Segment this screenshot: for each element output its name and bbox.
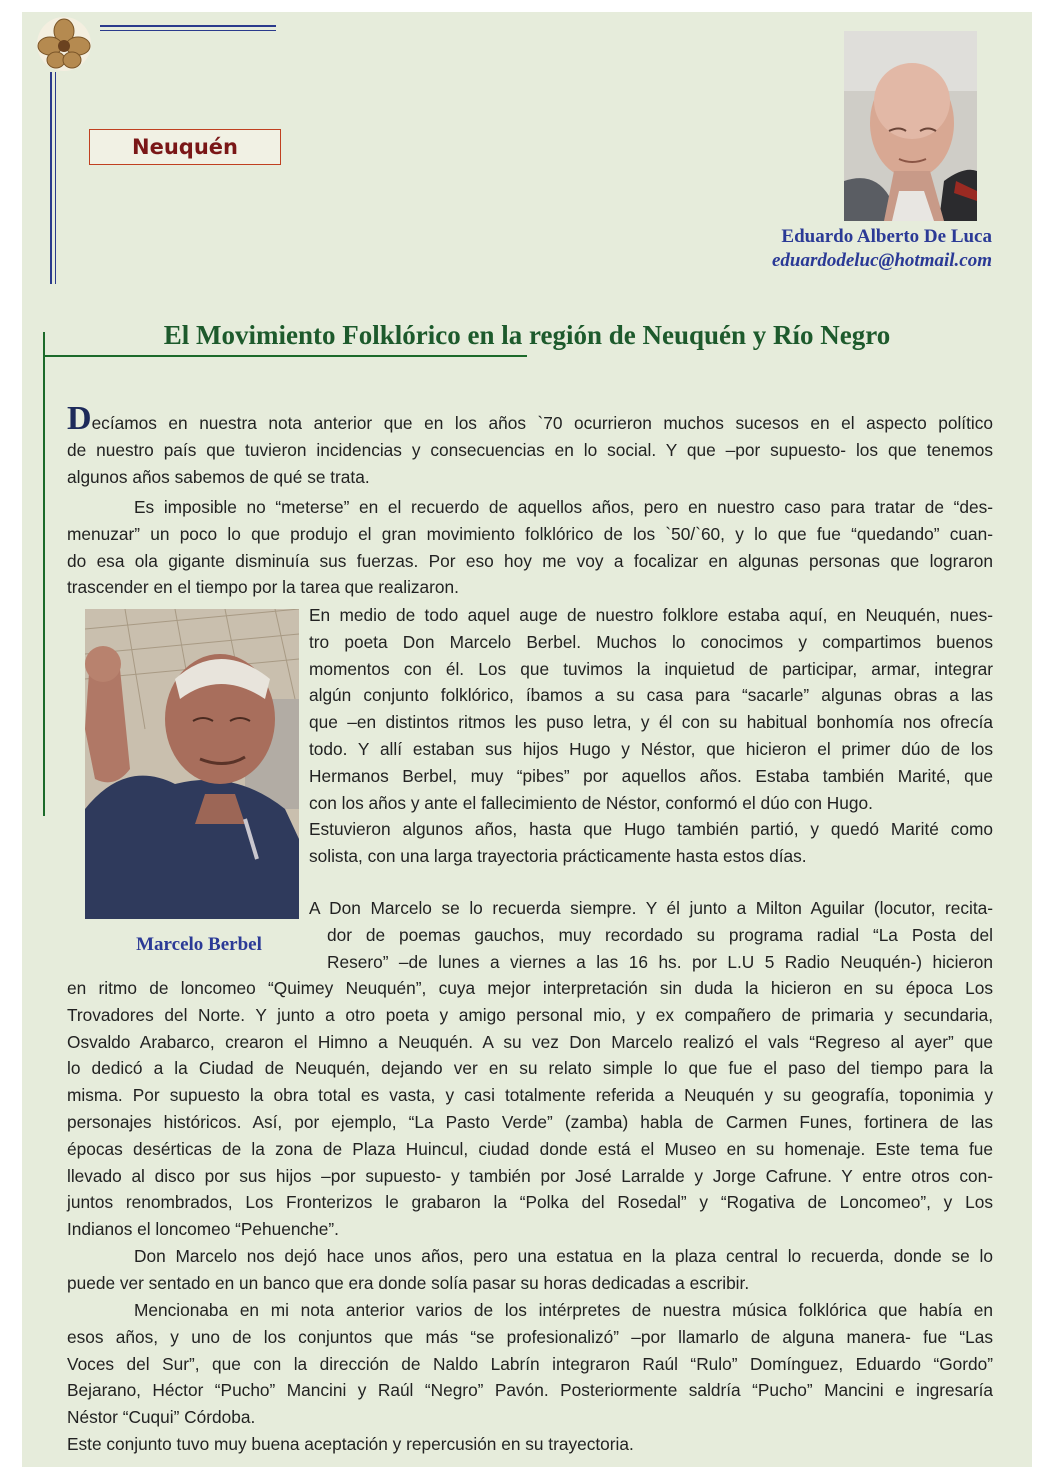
text-line: puede ver sentado en un banco que era donde solía pasar su horas dedicadas a escribir. — [67, 1272, 750, 1293]
text-line: Mencionaba en mi nota anterior varios de los intérpretes de nuestra música folklórica que había en — [134, 1300, 993, 1320]
text-line: Estuvieron algunos años, hasta que Hugo también partió, y quedó Marité como — [309, 819, 993, 840]
text-line: Hermanos Berbel, muy “pibes” por aquellos años. Estaba también Marité, que — [309, 765, 993, 786]
text-line: do esa ola gigante disminuía sus fuerzas. Por eso hoy me voy a focalizar en algunas personas que lograron — [67, 550, 993, 571]
text-line: En medio de todo aquel auge de nuestro folklore estaba aquí, en Neuquén, nues- — [309, 605, 993, 625]
text-line: Es imposible no “meterse” en el recuerdo de aquellos años, pero en nuestro caso para tratar de “des- — [134, 497, 993, 517]
author-photo — [844, 31, 977, 221]
text-line: todo. Y allí estaban sus hijos Hugo y Néstor, que hicieron el primer dúo de los — [309, 738, 993, 759]
text-line — [67, 400, 993, 437]
text-line: juntos renombrados, Los Fronterizos le grabaron la “Polka del Rosedal” y “Rogativa de Loncomeo”, y Los — [67, 1192, 993, 1213]
flower-logo-icon — [36, 16, 92, 72]
text-line: Voces del Sur”, que con la dirección de Naldo Labrín integraron Raúl “Rulo” Domínguez, Eduardo “Gordo” — [67, 1353, 993, 1374]
title-decoration-line — [43, 332, 45, 816]
text-line: algún conjunto folklórico, íbamos a su casa para “sacarle” algunas obras a las — [309, 685, 993, 706]
title-decoration-line — [43, 355, 527, 357]
text-line: menuzar” un poco lo que produjo el gran movimiento folklórico de los `50/`60, y lo que fue “quedando” cuan- — [67, 523, 993, 544]
text-line: épocas desérticas de la zona de Plaza Huincul, ciudad donde está el Museo en su homenaje. Este tema fue — [67, 1138, 993, 1159]
marcelo-berbel-photo — [85, 609, 299, 919]
text-line: llevado al disco por sus hijos –por supuesto- y también por José Larralde y Jorge Cafrune. Y entre otros con- — [67, 1165, 993, 1186]
author-name: Eduardo Alberto De Luca — [781, 226, 992, 247]
paragraph-two — [67, 494, 993, 601]
text-line: Trovadores del Norte. Y junto a otro poeta y amigo personal mio, y ex compañero de primaria y secundaria, — [67, 1004, 993, 1025]
text-line: misma. Por supuesto la obra total es vasta, y casi totalmente referida a Neuquén y su geografía, toponimia y — [67, 1085, 993, 1106]
decorative-line — [55, 72, 56, 284]
text-line: tro poeta Don Marcelo Berbel. Muchos lo conocimos y compartimos buenos — [309, 631, 993, 652]
paragraph-five — [67, 1243, 993, 1297]
paragraph-full — [67, 975, 993, 1243]
text-line: Don Marcelo nos dejó hace unos años, pero una estatua en la plaza central lo recuerda, donde se lo — [134, 1246, 993, 1266]
text-line: Bejarano, Héctor “Pucho” Mancini y Raúl “Negro” Pavón. Posteriormente saldría “Pucho” Mancini e ingresaría — [67, 1380, 993, 1401]
text-line: esos años, y uno de los conjuntos que más “se profesionalizó” –por llamarlo de alguna manera- fue “Las — [67, 1326, 993, 1347]
paragraph-seven — [67, 1431, 993, 1458]
decorative-line — [50, 72, 52, 284]
text-line: algunos años sabemos de qué se trata. — [67, 466, 370, 487]
text-line: en ritmo de loncomeo “Quimey Neuquén”, cuya mejor interpretación sin duda la hicieron en su época Los — [67, 978, 993, 998]
text-line: dor de poemas gauchos, muy recordado su programa radial “La Posta del — [327, 925, 993, 945]
paragraph-side-2 — [309, 895, 993, 922]
section-label — [89, 129, 281, 165]
text-line: lo dedicó a la Ciudad de Neuquén, dejando ver en su relato simple lo que fue el paso del tiempo para la — [67, 1058, 993, 1079]
text-line: trascender en el tiempo por la tarea que realizaron. — [67, 577, 459, 598]
text-line: con los años y ante el fallecimiento de Néstor, conformó el dúo con Hugo. — [309, 792, 873, 813]
text-line: Este conjunto tuvo muy buena aceptación y repercusión en su trayectoria. — [67, 1434, 634, 1454]
text-line: que –en distintos ritmos les puso letra, y él con su habitual bonhomía nos ofrecía — [309, 712, 993, 733]
text-line-content: ecíamos en nuestra nota anterior que en los años `70 ocurrieron muchos sucesos en el aspecto político — [91, 413, 993, 433]
author-email[interactable]: eduardodeluc@hotmail.com — [771, 250, 992, 271]
text-line: Indianos el loncomeo “Pehuenche”. — [67, 1219, 339, 1240]
text-line: A Don Marcelo se lo recuerda siempre. Y él junto a Milton Aguilar (locutor, recita- — [309, 898, 993, 918]
text-line: Néstor “Cuqui” Córdoba. — [67, 1407, 256, 1428]
decorative-line — [100, 30, 276, 31]
photo-caption: Marcelo Berbel — [136, 934, 262, 955]
text-line: solista, con una larga trayectoria prácticamente hasta estos días. — [309, 846, 807, 867]
section-label-text: Neuquén — [132, 135, 238, 159]
text-line: de nuestro país que tuvieron incidencias y consecuencias en lo social. Y que –por supuesto- los que tenemos — [67, 439, 993, 460]
paragraph-side-3 — [327, 922, 993, 976]
text-line: Osvaldo Arabarco, crearon el Himno a Neuquén. A su vez Don Marcelo realizó el vals “Regreso al ayer” que — [67, 1031, 993, 1052]
text-line: personajes históricos. Así, por ejemplo, “La Pasto Verde” (zamba) habla de Carmen Funes, fortinera de las — [67, 1111, 993, 1132]
article-title: El Movimiento Folklórico en la región de Neuquén y Río Negro — [163, 320, 891, 350]
drop-cap: D — [67, 400, 92, 437]
article-page — [22, 12, 1032, 1467]
author-info — [772, 225, 992, 273]
paragraph-intro — [67, 400, 993, 490]
text-line: momentos con él. Los que tuvimos la inquietud de participar, armar, integrar — [309, 658, 993, 679]
paragraph-side — [309, 602, 993, 870]
text-line: Resero” –de lunes a viernes a las 16 hs. por L.U 5 Radio Neuquén-) hicieron — [327, 951, 993, 972]
paragraph-six — [67, 1297, 993, 1431]
decorative-line — [100, 25, 276, 27]
